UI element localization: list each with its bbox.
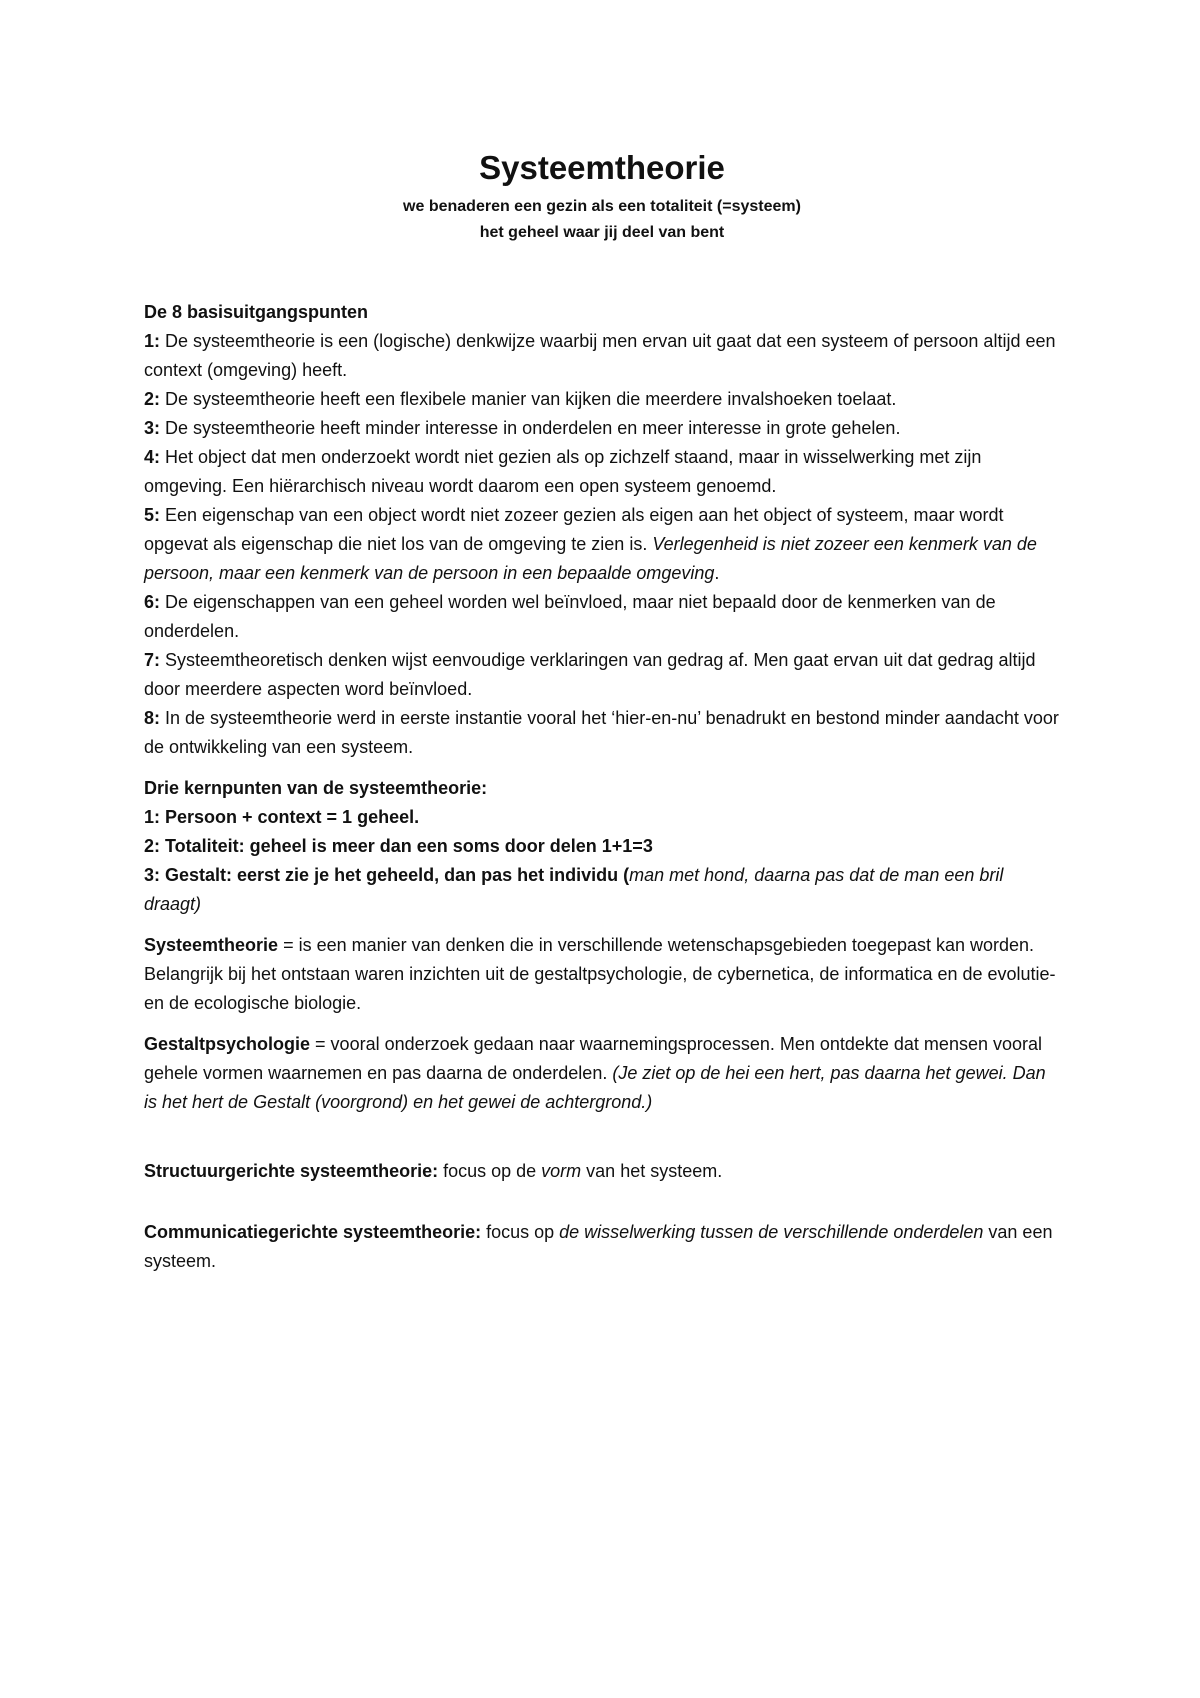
basis-item-5 [144,501,1060,588]
kernpunt-1: 1: Persoon + context = 1 geheel. [144,807,420,827]
definition-term: Structuurgerichte systeemtheorie: [144,1161,439,1181]
subtitle-line-2: het geheel waar jij deel van bent [479,224,725,241]
basis-item-text: De eigenschappen van een geheel worden wel beïnvloed, maar niet bepaald door de kenmerken van de onderdelen. [144,592,996,641]
basis-item-number: 8: [144,708,161,728]
basis-item-3 [144,414,1060,443]
basis-item-number: 5: [144,505,161,525]
basis-item-4 [144,443,1060,501]
basis-item-text: De systeemtheorie heeft een flexibele manier van kijken die meerdere invalshoeken toelaat. [160,389,897,409]
definition-example: (Je ziet op de hei een hert, pas daarna het gewei. Dan is het hert de Gestalt (voorgrond) en het gewei de achtergrond.) [144,1063,1046,1112]
definition-gestaltpsychologie [144,1030,1060,1117]
page-title: Systeemtheorie [479,149,725,186]
definition-text: van een systeem. [144,1222,1053,1271]
definition-text: = is een manier van denken die in verschillende wetenschapsgebieden toegepast kan worden. Belangrijk bij het ontstaan waren inzichten uit de gestaltpsychologie, de cybernetica, de informatica en de evolutie- en de ecologische biologie. [144,935,1056,1013]
definition-emphasis: vorm [541,1161,582,1181]
basis-item-number: 3: [144,418,161,438]
subtitle-line-1: we benaderen een gezin als een totaliteit (=systeem) [403,198,801,215]
basis-item-7 [144,646,1060,704]
definition-systeemtheorie [144,931,1060,1018]
kernpunt-3 [144,861,1060,919]
definition-text: focus op [481,1222,560,1242]
basis-item-number: 7: [144,650,161,670]
kernpunten-section [144,774,1060,919]
kernpunt-3-example: man met hond, daarna pas dat de man een bril draagt) [144,865,1004,914]
definition-structuurgericht [144,1157,1060,1186]
definition-term: Systeemtheorie [144,935,279,955]
definition-text: van het systeem. [581,1161,723,1181]
basis-item-text: Systeemtheoretisch denken wijst eenvoudige verklaringen van gedrag af. Men gaat ervan uit dat gedrag altijd door meerdere aspecten word beïnvloed. [144,650,1036,699]
basis-item-example: Verlegenheid is niet zozeer een kenmerk van de persoon, maar een kenmerk van de persoon in een bepaalde omgeving [144,534,1037,583]
definition-text: = vooral onderzoek gedaan naar waarnemingsprocessen. Men ontdekte dat mensen vooral gehele vormen waarnemen en pas daarna de onderdelen. [144,1034,1042,1083]
definition-term: Gestaltpsychologie [144,1034,311,1054]
definition-communicatiegericht [144,1218,1060,1276]
basis-item-8 [144,704,1060,762]
definition-emphasis: de wisselwerking tussen de verschillende onderdelen [559,1222,984,1242]
basis-item-text: De systeemtheorie is een (logische) denkwijze waarbij men ervan uit gaat dat een systeem of persoon altijd een context (omgeving) heeft. [144,331,1056,380]
basis-item-2 [144,385,1060,414]
basis-item-number: 4: [144,447,161,467]
basis-item-text: Het object dat men onderzoekt wordt niet gezien als op zichzelf staand, maar in wisselwerking met zijn omgeving. Een hiërarchisch niveau wordt daarom een open systeem genoemd. [144,447,982,496]
basis-item-number: 6: [144,592,161,612]
definition-term: Communicatiegerichte systeemtheorie: [144,1222,482,1242]
kernpunten-heading: Drie kernpunten van de systeemtheorie: [144,778,488,798]
basis-item-text: De systeemtheorie heeft minder interesse in onderdelen en meer interesse in grote gehelen. [160,418,901,438]
definition-text: focus op de [438,1161,542,1181]
basis-item-6 [144,588,1060,646]
basis-heading: De 8 basisuitgangspunten [144,302,369,322]
basis-section [144,298,1060,762]
basis-item-tail: . [714,563,720,583]
basis-item-text: In de systeemtheorie werd in eerste instantie vooral het ‘hier-en-nu’ benadrukt en bestond minder aandacht voor de ontwikkeling van een systeem. [144,708,1059,757]
basis-item-number: 1: [144,331,161,351]
kernpunt-3-text: 3: Gestalt: eerst zie je het geheeld, dan pas het individu ( [144,865,630,885]
basis-item-number: 2: [144,389,161,409]
kernpunt-2: 2: Totaliteit: geheel is meer dan een soms door delen 1+1=3 [144,836,653,856]
basis-item-text: Een eigenschap van een object wordt niet zozeer gezien als eigen aan het object of systeem, maar wordt opgevat als eigenschap die niet los van de omgeving te zien is. [144,505,1004,554]
basis-item-1 [144,327,1060,385]
